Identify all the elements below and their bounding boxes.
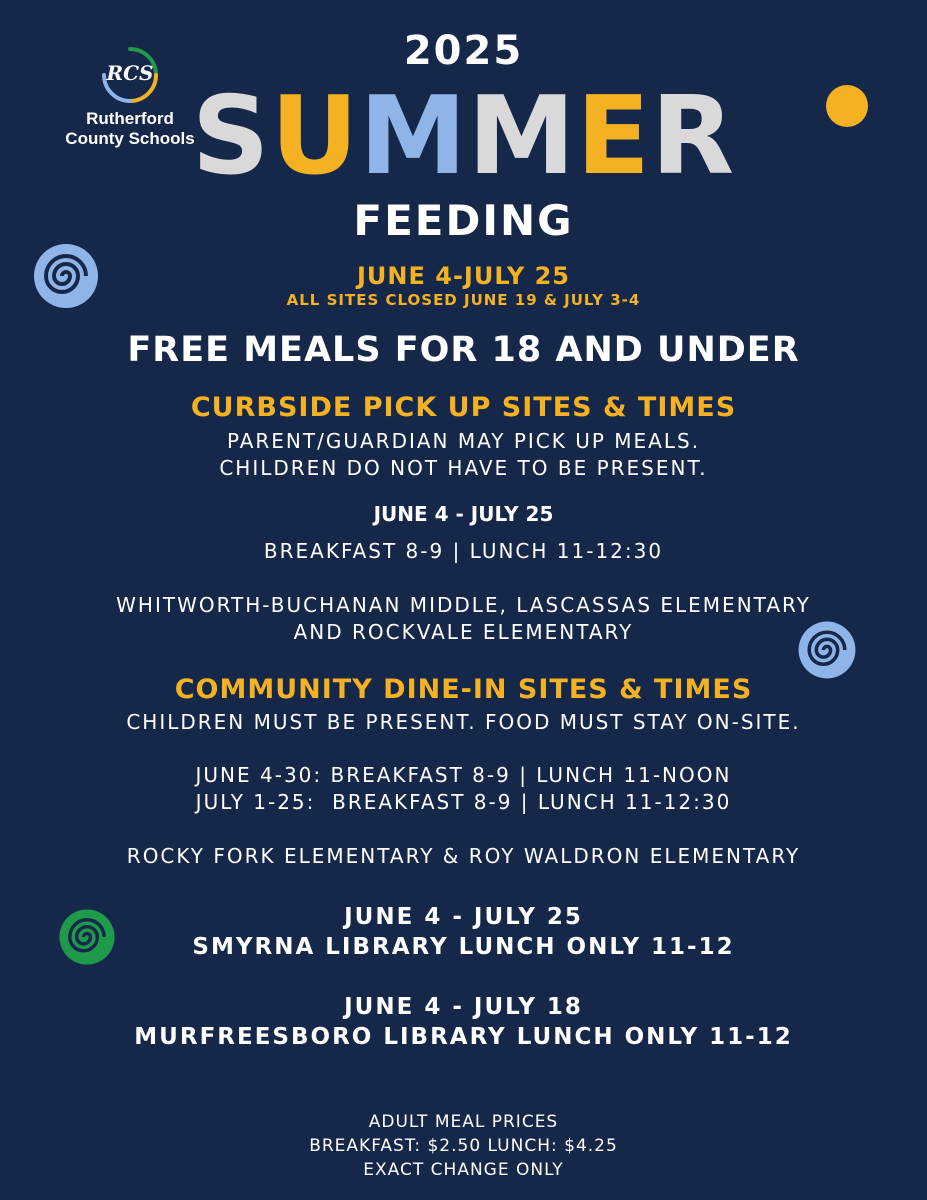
murfreesboro-library: MURFREESBORO LIBRARY LUNCH ONLY 11-12 — [134, 1024, 793, 1050]
curbside-times: BREAKFAST 8-9 | LUNCH 11-12:30 — [263, 539, 664, 563]
dinein-times-line2: JULY 1-25: BREAKFAST 8-9 | LUNCH 11-12:30 — [195, 790, 732, 814]
dinein-heading: COMMUNITY DINE-IN SITES & TIMES — [174, 674, 753, 705]
dinein-sites: ROCKY FORK ELEMENTARY & ROY WALDRON ELEMENTARY — [126, 844, 801, 868]
adult-prices: BREAKFAST: $2.50 LUNCH: $4.25 — [309, 1136, 618, 1156]
summer-heading — [0, 74, 927, 199]
smyrna-library: SMYRNA LIBRARY LUNCH ONLY 11-12 — [192, 934, 735, 960]
year-heading: 2025 — [403, 28, 524, 74]
closed-note: ALL SITES CLOSED JUNE 19 & JULY 3-4 — [286, 291, 641, 309]
exact-change-note: EXACT CHANGE ONLY — [363, 1160, 564, 1180]
curbside-note-line1: PARENT/GUARDIAN MAY PICK UP MEALS. — [226, 429, 701, 453]
summer-letter: U — [270, 74, 360, 199]
curbside-dates: JUNE 4 - JULY 25 — [373, 502, 554, 526]
free-meals-heading: FREE MEALS FOR 18 AND UNDER — [127, 330, 800, 370]
summer-letter: M — [467, 74, 577, 199]
feeding-heading: FEEDING — [353, 196, 574, 245]
dinein-times-line1: JUNE 4-30: BREAKFAST 8-9 | LUNCH 11-NOON — [195, 763, 732, 787]
summer-letter: M — [359, 74, 468, 199]
dinein-note: CHILDREN MUST BE PRESENT. FOOD MUST STAY ON-SITE. — [126, 710, 801, 734]
logo-mark: RCS — [106, 61, 154, 85]
curbside-heading: CURBSIDE PICK UP SITES & TIMES — [190, 392, 737, 423]
summer-letter: S — [191, 74, 271, 199]
adult-prices-heading: ADULT MEAL PRICES — [368, 1112, 559, 1132]
logo-name-line1: Rutherford — [86, 109, 174, 128]
curbside-sites-line1: WHITWORTH-BUCHANAN MIDDLE, LASCASSAS ELEMENTARY — [116, 593, 811, 617]
summer-letter: E — [576, 74, 652, 199]
season-dates: JUNE 4-JULY 25 — [356, 262, 571, 290]
smyrna-dates: JUNE 4 - JULY 25 — [344, 904, 583, 930]
curbside-note-line2: CHILDREN DO NOT HAVE TO BE PRESENT. — [219, 456, 708, 480]
curbside-sites-line2: AND ROCKVALE ELEMENTARY — [293, 620, 634, 644]
murfreesboro-dates: JUNE 4 - JULY 18 — [344, 994, 583, 1020]
summer-letter: R — [651, 74, 736, 199]
logo-name-line2: County Schools — [65, 129, 195, 148]
